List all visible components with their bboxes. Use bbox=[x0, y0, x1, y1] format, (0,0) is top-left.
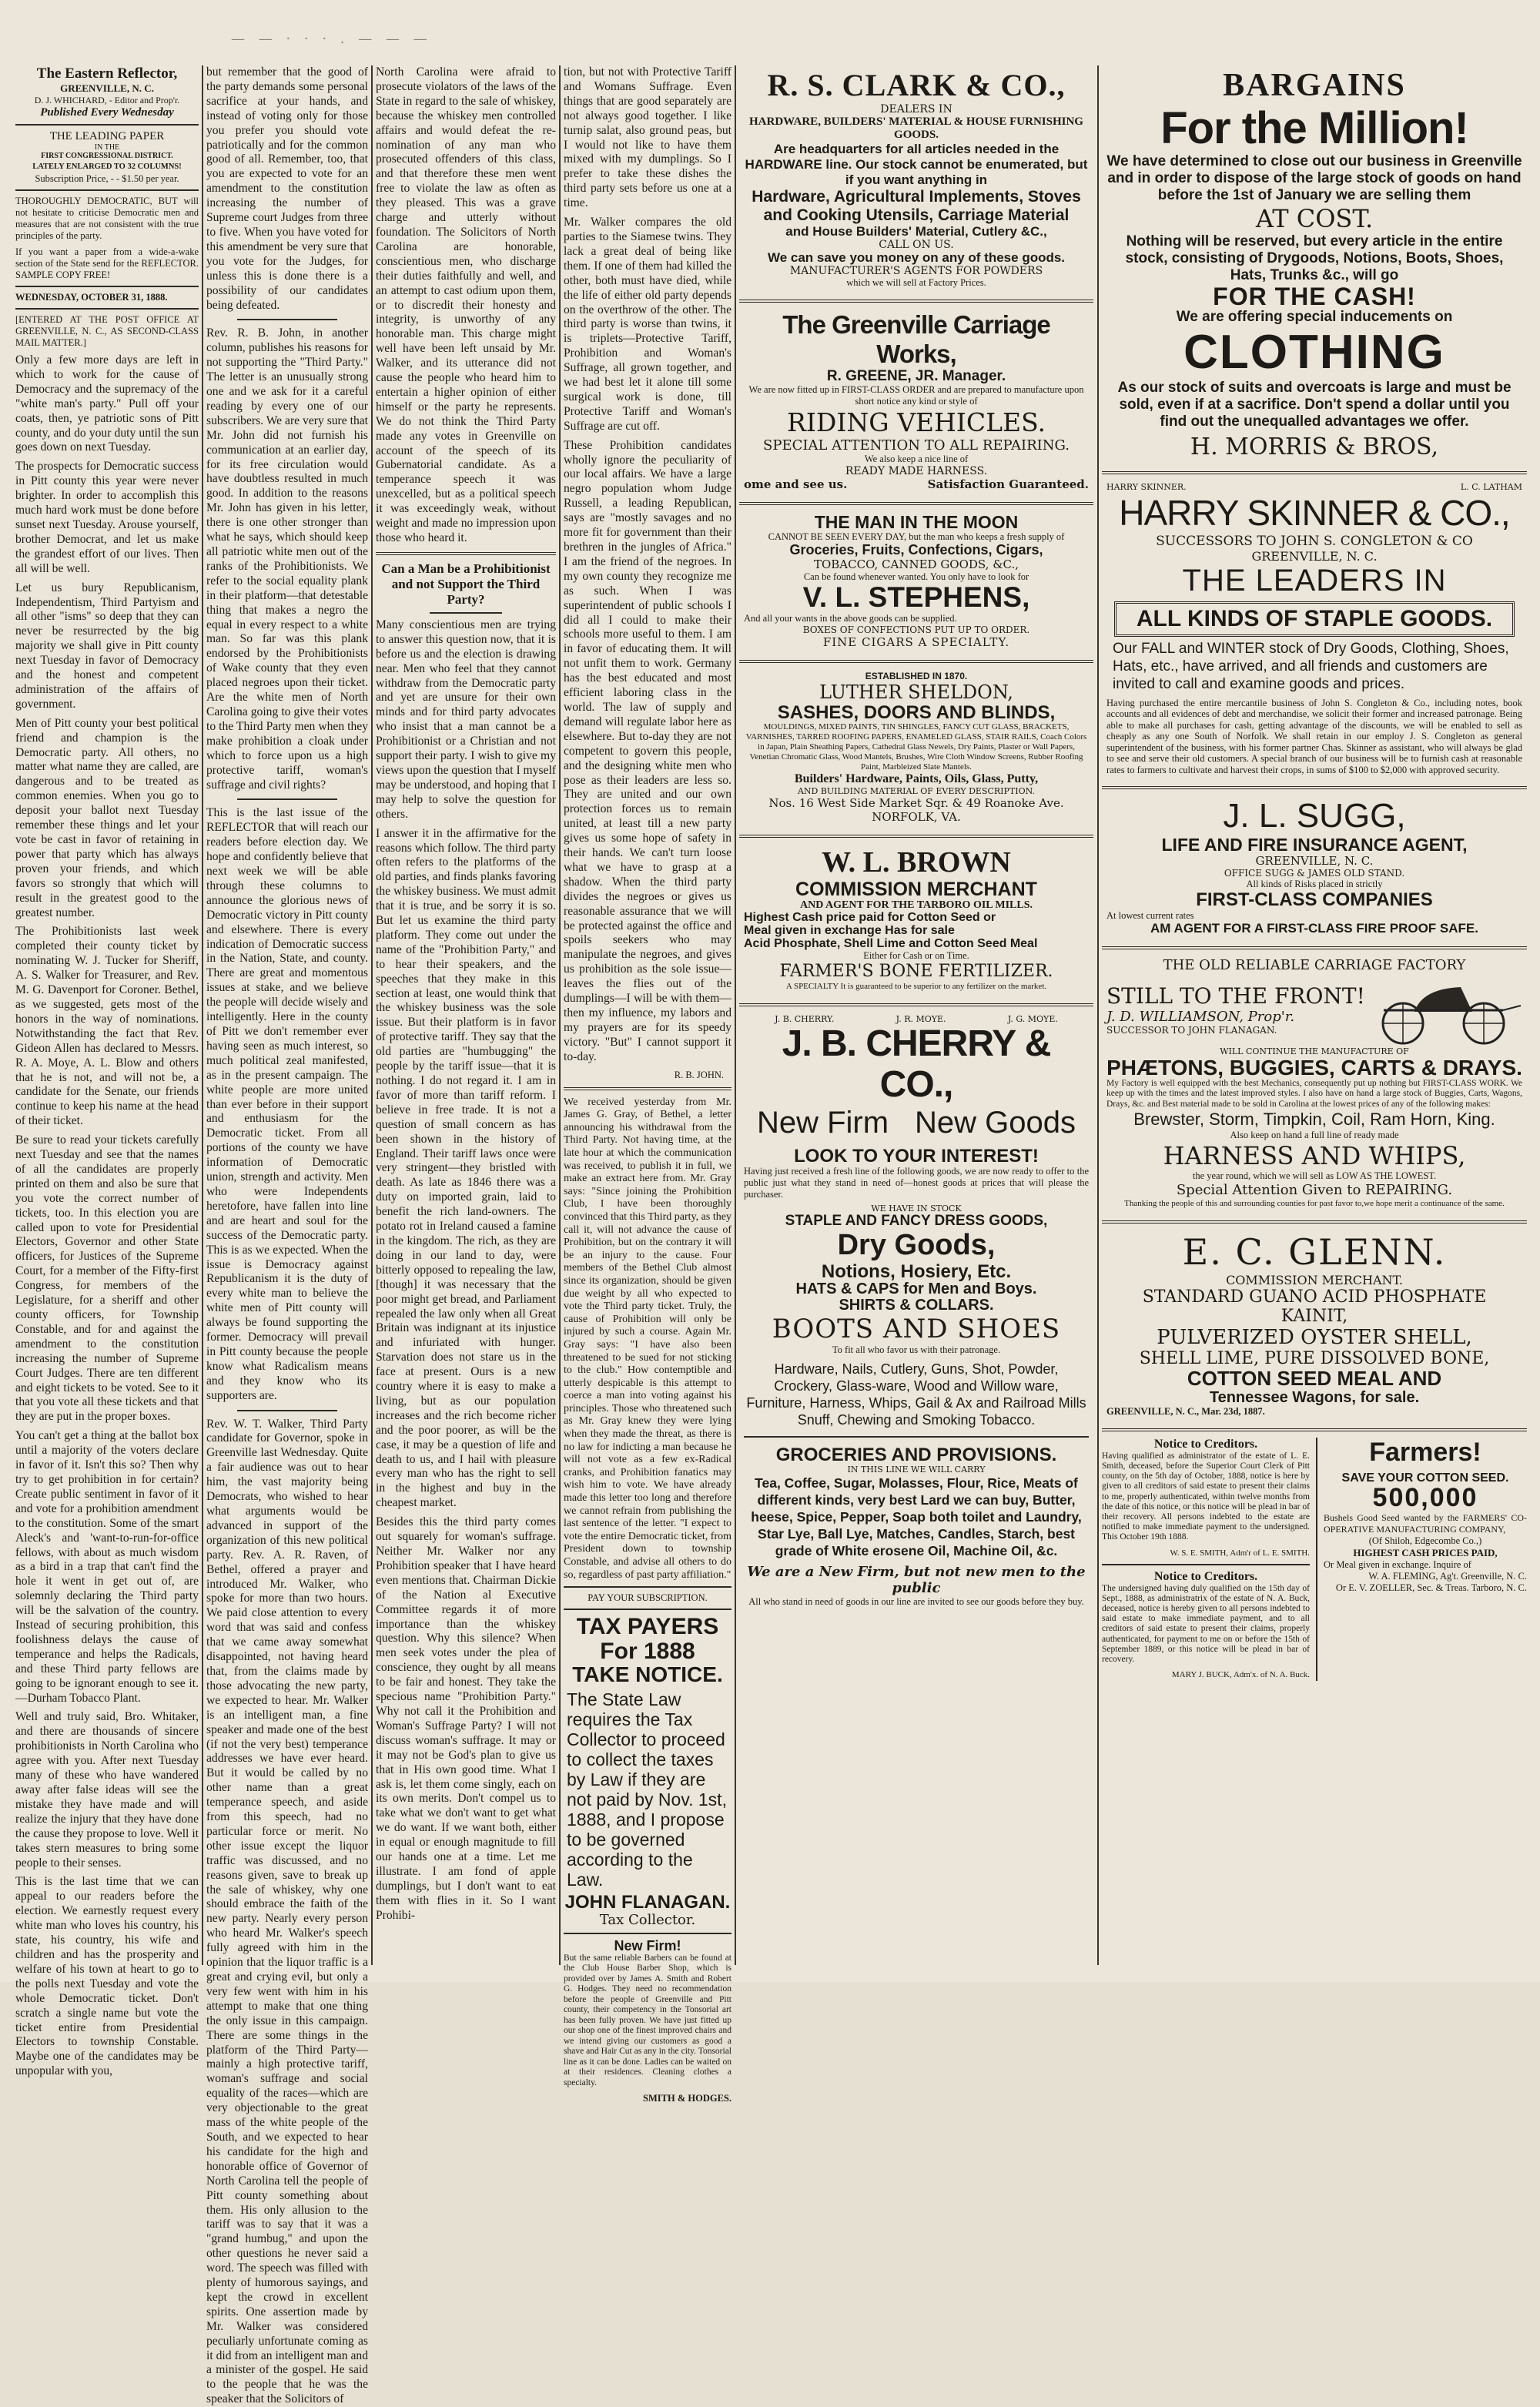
clark-factory: which we will sell at Factory Prices. bbox=[846, 276, 986, 288]
barber-new-firm: New Firm! bbox=[614, 1937, 681, 1953]
williamson-harness: HARNESS AND WHIPS, bbox=[1163, 1141, 1466, 1171]
divider bbox=[237, 798, 337, 800]
glenn-shell: SHELL LIME, PURE DISSOLVED BONE, bbox=[1139, 1349, 1490, 1369]
brown-either: Either for Cash or on Time. bbox=[863, 950, 969, 962]
column-rule bbox=[371, 65, 373, 1965]
moon-text: CANNOT BE SEEN EVERY DAY, but the man who keeps a fresh supply of bbox=[768, 531, 1065, 542]
carriage-works-title: The Greenville Carriage Works, bbox=[782, 310, 1050, 368]
sheldon-city: NORFOLK, VA. bbox=[872, 809, 961, 824]
williamson-factory: My Factory is well equipped with the best Mechanics, consequently put up nothing but FIRST-CLASS WORK. We keep up with the times and the latest improved styles. I also have on hand a large stock of Buggies, Carts, Wagons, Drays, &c. and Best material made to be sold in Carolina at the lowest prices of any of the following makes: bbox=[1106, 1078, 1522, 1109]
farmers-bushels: Bushels Good Seed wanted by the FARMERS' CO-OPERATIVE MANUFACTURING COMPANY, bbox=[1324, 1512, 1527, 1535]
cherry-having: Having just received a fresh line of the following goods, we are now ready to offer to the public just what they stand in need of—honest goods at prices that will please the purchaser. bbox=[744, 1166, 1089, 1200]
leading-paper: THE LEADING PAPER bbox=[49, 130, 165, 142]
ad-glenn bbox=[1102, 1230, 1527, 1421]
stephens-name: V. L. STEPHENS, bbox=[802, 581, 1030, 613]
brown-name: W. L. BROWN bbox=[822, 845, 1011, 879]
williamson-special: Special Attention Given to REPAIRING. bbox=[1176, 1182, 1453, 1199]
brown-commission: COMMISSION MERCHANT bbox=[795, 878, 1037, 900]
brown-meal: Meal given in exchange Has for sale bbox=[744, 923, 955, 937]
sheldon-name: LUTHER SHELDON, bbox=[819, 681, 1013, 703]
ad-sheldon bbox=[739, 669, 1093, 829]
glenn-wagons: Tennessee Wagons, for sale. bbox=[1209, 1388, 1420, 1406]
editorial-paragraph: but remember that the good of the party demands some personal sacrifice at your hands, and instead of voting only for those you prefer you should vote patriotically and for the common good of all. Remember, too, that you are expected to vote for an amendment to the constitution increasing the number of Supreme court Judges from three to five. When you have voted for this amendment be very sure that you vote for the Judges, for unless this is done there is a possibility of our candidates being defeated. bbox=[206, 65, 368, 312]
leading-paper-3: FIRST CONGRESSIONAL DISTRICT. bbox=[41, 152, 173, 160]
sheldon-established: ESTABLISHED IN 1870. bbox=[865, 670, 968, 681]
morris-at-cost: AT COST. bbox=[1255, 203, 1374, 233]
cherry-hats: HATS & CAPS for Men and Boys. bbox=[795, 1280, 1037, 1298]
glenn-csm: COTTON SEED MEAL AND bbox=[1187, 1367, 1442, 1391]
sugg-risks: All kinds of Risks placed in strictly bbox=[1246, 879, 1383, 890]
glenn-commission: COMMISSION MERCHANT. bbox=[1226, 1273, 1403, 1288]
wideawake-notice: If you want a paper from a wide-a-wake section of the State send for the REFLECTOR. SAMPLE COPY FREE! bbox=[15, 246, 199, 280]
farmers-zoeller: Or E. V. ZOELLER, Sec. & Treas. Tarboro, N. C. bbox=[1335, 1582, 1527, 1594]
divider bbox=[430, 612, 502, 614]
skinner-staple-goods: ALL KINDS OF STAPLE GOODS. bbox=[1114, 601, 1515, 637]
cherry-boots: BOOTS AND SHOES bbox=[772, 1314, 1061, 1345]
cherry-new-goods: New Goods bbox=[915, 1105, 1076, 1140]
williamson-prop: J. D. WILLIAMSON, Prop'r. bbox=[1106, 1009, 1295, 1025]
repair-notice: SPECIAL ATTENTION TO ALL REPAIRING. bbox=[763, 437, 1070, 454]
clark-call: CALL ON US. bbox=[879, 238, 954, 251]
carriage-works-manager: R. GREENE, JR. Manager. bbox=[826, 367, 1006, 384]
carriage-illustration bbox=[1368, 973, 1522, 1046]
post-office-entry: [ENTERED AT THE POST OFFICE AT GREENVILLE, N. C., AS SECOND-CLASS MAIL MATTER.] bbox=[15, 314, 199, 348]
harness-line: We also keep a nice line of bbox=[864, 453, 969, 464]
divider bbox=[739, 502, 1093, 505]
divider bbox=[739, 835, 1093, 838]
divider bbox=[1102, 1220, 1527, 1224]
morris-determined: We have determined to close out our business in Greenville and in order to dispose of the large stock of goods on hand before the 1st of January we are selling them bbox=[1106, 152, 1522, 203]
article-paragraph: These Prohibition candidates wholly ignore the peculiarity of our local affairs. We have a large negro population whom Judge Russell, a leading Republican, says are "mostly savages and no more fit for government than their brethren in the jungles of Africa." I am the friend of the negroes. In my own county they recognize me as such. When I was superintendent of public schools I did all I could to make their schools more useful to them. I am in favor of educating them. It will not unfit them to work. Germany has the best educated and most efficient laboring class in the world. The law of supply and demand will regulate labor here as elsewhere. But to-day they are not competent to govern this people, and the designing white men who pose as their leaders are less so. They are united and our own protection forces us to remain united, at least till a new party gives us some hope of safety in their hands. We can't turn loose what we have to grasp at a shadow. When the third party divides the negroes or gives us reasonable assurance that we will be protected against the office and spoils seekers who may manipulate the negroes, and gives us prohibition as the sole issue—leaves the flies out of the dumplings—I will be with them—then my influence, my labors and my prayers are for its speedy victory. "But" I cannot support it to-day. bbox=[564, 438, 732, 1063]
editorial-paragraph: The prospects for Democratic success in Pitt county this year were never brighter. In order to accomplish this much hard work must be done before sunset next Tuesday. Arouse yourself, brother Democrat, and let us make the grandest effort of our lives. Then all will be well. bbox=[15, 460, 199, 575]
editorial-paragraph: Rev. W. T. Walker, Third Party candidate for Governor, spoke in Greenville last Wednesday. Quite a fair audience was out to hear him, the vast majority being Democrats, who wished to hear what arguments would be advanced in support of the organization of this new political party. Rev. A. R. Raven, of Bethel, offered a prayer and introduced Mr. Walker, who spoke for more than two hours. We paid close attention to every word that was said and confess that we came away somewhat disappointed, not having heard that, from the claims made by those advocating the new party, we expected to hear. Mr. Walker is an intelligent man, a fine speaker and made one of the best (if not the very best) temperance addresses we have ever heard. But it would be called by no other name than a great temperance speech, and aside from this speech, had no particular force or merit. No other issue except the liquor traffic was discussed, and no reasons given, save to break up the sale of whiskey, why one should embrace the faith of the new party. Nearly every person who heard Mr. Walker's speech fully agreed with him in the opinion that the liquor traffic is a great and crying evil, but only a very few went with him in his attempt to make that one thing the only issue in this campaign. There are some things in the platform of the Third Party—mainly a high protective tariff, woman's suffrage and social equality of the races—which are very objectionable to the great mass of the white people of the South, and we expected to hear his candidate for the high and honorable office of Governor of North Carolina tell the people of Pitt county something about them. His only allusion to the tariff was to say that it was a "grand humbug," and upon the other questions he never said a word. The speech was filled with plenty of humorous sayings, and kept the crowd in excellent spirits. One assertion made by Mr. Walker was considered peculiarly unfortunate coming as it did from an intelligent man and a minister of the gospel. He said to the people that he was the speaker that the Solicitors of bbox=[206, 1417, 368, 2406]
divider bbox=[1102, 786, 1527, 789]
column-article-3 bbox=[376, 65, 556, 1965]
farmers-exchange: Or Meal given in exchange. Inquire of bbox=[1324, 1559, 1471, 1571]
clark-headquarters: Are headquarters for all articles needed in the HARDWARE line. Our stock cannot be enumerated, but if you want anything in bbox=[745, 142, 1088, 187]
divider bbox=[1102, 1428, 1527, 1431]
cherry-shirts: SHIRTS & COLLARS. bbox=[839, 1297, 994, 1314]
divider bbox=[1102, 471, 1527, 474]
williamson-old: THE OLD RELIABLE CARRIAGE FACTORY bbox=[1163, 956, 1466, 973]
cherry-in-stock: WE HAVE IN STOCK bbox=[871, 1204, 962, 1214]
clark-dealers: DEALERS IN bbox=[880, 103, 952, 115]
morris-name: H. MORRIS & BROS, bbox=[1190, 434, 1439, 461]
sheldon-building: AND BUILDING MATERIAL OF EVERY DESCRIPTION. bbox=[797, 785, 1036, 796]
cherry-provisions: Tea, Coffee, Sugar, Molasses, Flour, Rice, Meats of different kinds, very best Lard we can buy, Butter, heese, Spice, Pepper, Soap both toilet and Laundry, Star Lye, Ball Lye, Matches, Candles, Starch, best grade of White erosene Oil, Machine Oil, &c. bbox=[751, 1475, 1082, 1559]
tax-year-heading: For 1888 bbox=[600, 1638, 695, 1664]
cherry-new-firm: New Firm bbox=[756, 1105, 889, 1140]
notice-creditors-text: Having qualified as administrator of the estate of L. E. Smith, deceased, before the Superior Court Clerk of Pitt county, on the 5th day of October, 1888, notice is here by given to all creditors of said estate to present their claims to me, properly authenticated, within twelve months from the date of this notice, or this notice will be plead in bar of their recovery. All persons indebted to the estate are notified to make immediate payment to the undersigned. This October 19th 1888. bbox=[1102, 1451, 1310, 1542]
williamson-successor: SUCCESSOR TO JOHN FLANAGAN. bbox=[1106, 1025, 1277, 1036]
glenn-name: E. C. GLENN. bbox=[1182, 1231, 1447, 1274]
farmers-fleming: W. A. FLEMING, Ag't. Greenville, N. C. bbox=[1368, 1571, 1527, 1582]
sheldon-mouldings: MOULDINGS, MIXED PAINTS, TIN SHINGLES, FANCY CUT GLASS, BRACKETS, VARNISHES, TARRED ROOFING PAPERS, ENAMELED GLASS, STAIR RAILS, Coach Colors in Japan, Plain Sheathing Papers, Cathedral Glass Newels, Dry Paints, Plaster or Wall Papers, Venetian Chromatic Glass, Wood Mantels, Brushes, Wire Cloth Window Screens, Rubber Roofing Paint, Marbleized Slate Mantels. bbox=[745, 721, 1087, 772]
cherry-look: LOOK TO YOUR INTEREST! bbox=[794, 1145, 1039, 1167]
clark-agents: MANUFACTURER'S AGENTS FOR POWDERS bbox=[789, 264, 1043, 277]
sugg-office: OFFICE SUGG & JAMES OLD STAND. bbox=[1224, 868, 1405, 879]
williamson-still: STILL TO THE FRONT! bbox=[1106, 983, 1365, 1009]
come-see: ome and see us. bbox=[744, 477, 848, 491]
clark-goods-2: and House Builders' Material, Cutlery &C., bbox=[785, 224, 1047, 239]
editorial-paragraph: Be sure to read your tickets carefully next Tuesday and see that the names of all the candidates are properly printed on them and also be sure that you vote the correct number of tickets, too. In this election you are called upon to vote for Presidential Electors, Governor and other State officers, for Justices of the Supreme Court, for a member of the Fifty-first Congress, for members of the Legislature, for a sheriff and other county officers, for Township Constable, and for and against the amendment to the constitution increasing the number of Supreme Court Judges. There are ten different and eight tickets to be voted. See to it that you vote all these tickets and that they are put in the proper boxes. bbox=[15, 1133, 199, 1424]
divider bbox=[564, 1586, 732, 1588]
tax-collector-title: Tax Collector. bbox=[599, 1911, 696, 1928]
brown-highest: Highest Cash price paid for Cotton Seed or bbox=[744, 910, 996, 924]
ready-harness: READY MADE HARNESS. bbox=[845, 464, 988, 477]
ad-clark bbox=[739, 65, 1093, 293]
stephens-cigars: FINE CIGARS A SPECIALTY. bbox=[822, 634, 1010, 649]
ad-morris bbox=[1102, 65, 1527, 465]
farmers-heading: Farmers! bbox=[1369, 1437, 1481, 1467]
notice-creditors-heading-2: Notice to Creditors. bbox=[1153, 1569, 1258, 1583]
notice-creditors-heading: Notice to Creditors. bbox=[1153, 1437, 1258, 1451]
williamson-phaetons: PHÆTONS, BUGGIES, CARTS & DRAYS. bbox=[1106, 1055, 1522, 1080]
column-rule bbox=[735, 65, 736, 1965]
divider bbox=[739, 660, 1093, 663]
cherry-hardware-list: Hardware, Nails, Cutlery, Guns, Shot, Powder, Crockery, Glass-ware, Wood and Willow ware, Furniture, Harness, Whips, Gail & Ax and Railroad Mills Snuff, Chewing and Smoking Tobacco. bbox=[746, 1361, 1086, 1428]
paper-frequency: Published Every Wednesday bbox=[40, 106, 174, 119]
riding-vehicles: RIDING VEHICLES. bbox=[786, 407, 1046, 437]
barber-text: But the same reliable Barbers can be found at the Club House Barber Shop, which is provided over by James A. Smith and Robert G. Hodges. They need no recommendation before the people of Greenville and Pitt county, their competency in the Tonsorial art has been fully proven. We have just fitted up our shop one of the finest improved chairs and we intend giving our customers as good a shave and Hair Cut as any in the city. Tonsorial line as it can be done. Ladies can be waited on at their residences. Cleaning clothes a specialty. bbox=[564, 1953, 732, 2087]
clark-save: We can save you money on any of these goods. bbox=[767, 249, 1066, 265]
cherry-name: J. B. CHERRY & CO., bbox=[782, 1023, 1051, 1106]
skinner-fall: Our FALL and WINTER stock of Dry Goods, Clothing, Shoes, Hats, etc., have arrived, and all friends and customers are invited to call and examine goods and prices. bbox=[1113, 640, 1509, 692]
divider bbox=[564, 1933, 732, 1934]
satisfaction: Satisfaction Guaranteed. bbox=[927, 477, 1089, 491]
column-rule bbox=[559, 65, 561, 1965]
editorial-paragraph: Only a few more days are left in which to work for the cause of Democracy and the supremacy of the "white man's party." Pull off your coats, then, ye patriotic sons of Pitt county, and do your duty until the sun goes down on next Tuesday. bbox=[15, 353, 199, 454]
sugg-city: GREENVILLE, N. C. bbox=[1255, 854, 1374, 869]
editorial-paragraph: Well and truly said, Bro. Whitaker, and there are thousands of sincere prohibitionists in North Carolina who agree with you. After next Tuesday many of these who have wandered away after false ideas will see the mistake they have made and will realize the injury that they have done the cause they propose to love. Well it takes stern measures to bring some people to their senses. bbox=[15, 1710, 199, 1870]
cherry-groceries: GROCERIES AND PROVISIONS. bbox=[775, 1445, 1057, 1466]
cherry-fit: To fit all who favor us with their patronage. bbox=[832, 1344, 1001, 1356]
morris-stock: As our stock of suits and overcoats is large and must be sold, even if at a sacrifice. Don't spend a dollar until you find out the unequalled advantages we offer. bbox=[1117, 380, 1512, 430]
leading-paper-2: IN THE bbox=[94, 143, 120, 152]
cherry-notions: Notions, Hosiery, Etc. bbox=[821, 1261, 1012, 1283]
sugg-safe: AM AGENT FOR A FIRST-CLASS FIRE PROOF SAFE. bbox=[1150, 920, 1478, 936]
article-headline: Can a Man be a Prohibitionist and not Support the Third Party? bbox=[381, 561, 551, 607]
cherry-new-firm-note: We are a New Firm, but not new men to the public bbox=[747, 1564, 1086, 1597]
morris-clothing: CLOTHING bbox=[1183, 326, 1445, 380]
article-paragraph: tion, but not with Protective Tariff and Womans Suffrage. Even things that are good separately are not always good together. I like turnip salat, also ground peas, but I would not like to have them mixed with my dumplings. So I prefer to take these dishes the third party sets before us one at a time. bbox=[564, 65, 732, 210]
column-ads-6 bbox=[1102, 65, 1527, 1965]
divider bbox=[15, 286, 199, 287]
divider bbox=[739, 1003, 1093, 1006]
tax-collector-name: JOHN FLANAGAN. bbox=[564, 1891, 731, 1913]
barber-signature: SMITH & HODGES. bbox=[643, 2093, 732, 2104]
divider bbox=[15, 124, 199, 126]
moon-tobacco: TOBACCO, CANNED GOODS, &C., bbox=[813, 557, 1019, 571]
divider bbox=[1102, 946, 1527, 949]
editorial-paragraph: This is the last time that we can appeal to our readers before the election. We earnestly request every white man who loves his country, his state, his country, his wife and children and has the prosperity and welfare of his town at heart to go to the polls next Tuesday and vote the whole Democratic ticket. Don't scratch a single name but vote the ticket entire from Presidential Electors to township Constable. Maybe one of the candidates may be unpopular with you, bbox=[15, 1875, 199, 2078]
ad-brown bbox=[739, 844, 1093, 998]
article-signature: R. B. JOHN. bbox=[674, 1069, 724, 1080]
article-paragraph: Mr. Walker compares the old parties to the Siamese twins. They lack a great deal of being like them. If one of them had killed the other, both must have died, while the life of either old party depends on the overthrow of the other. The third party is worse than twins, it is triplets—Protective Tariff, Prohibition and Woman's Suffrage, all grown together, and we had best let it alone till some surgical work is done, till Protective Tariff and Woman's Suffrage are cut off. bbox=[564, 216, 732, 433]
column-ads-5 bbox=[739, 65, 1093, 1965]
ad-carriage-works bbox=[739, 309, 1093, 496]
divider bbox=[15, 308, 199, 310]
cherry-dry-goods: Dry Goods, bbox=[837, 1229, 996, 1262]
subscription-price: Subscription Price, - - $1.50 per year. bbox=[35, 173, 179, 184]
cherry-in-line: IN THIS LINE WE WILL CARRY bbox=[847, 1465, 986, 1475]
sugg-agent: LIFE AND FIRE INSURANCE AGENT, bbox=[1161, 835, 1468, 855]
divider bbox=[237, 1410, 337, 1411]
divider bbox=[564, 1087, 732, 1090]
ad-cherry bbox=[739, 1013, 1093, 1612]
democratic-notice: THOROUGHLY DEMOCRATIC, BUT will not hesitate to criticise Democratic men and measures that are not consistent with the true principles of the party. bbox=[15, 196, 199, 241]
stephens-text: And all your wants in the above goods can be supplied. bbox=[744, 612, 957, 624]
tax-payers-heading: TAX PAYERS bbox=[576, 1614, 719, 1640]
notice-creditors-sign: W. S. E. SMITH, Adm'r of L. E. SMITH. bbox=[1170, 1548, 1310, 1558]
brown-specialty: A SPECIALTY It is guaranteed to be superior to any fertilizer on the market. bbox=[785, 982, 1047, 992]
column-rule bbox=[202, 65, 203, 1965]
moon-found: Can be found whenever wanted. You only have to look for bbox=[803, 571, 1029, 582]
skinner-partner: HARRY SKINNER. bbox=[1106, 482, 1187, 493]
glenn-guano: STANDARD GUANO ACID PHOSPHATE KAINIT, bbox=[1142, 1287, 1487, 1327]
williamson-thanks: Thanking the people of this and surrounding counties for past favor to,we hope merit a continuance of the same. bbox=[1124, 1199, 1505, 1209]
tax-notice-body: The State Law requires the Tax Collector to proceed to collect the taxes by Law if they are not paid by Nov. 1st, 1888, and I propose to be governed according to the Law. bbox=[567, 1689, 727, 1890]
editorial-paragraph: This is the last issue of the REFLECTOR that will reach our readers before election day. We hope and confidently believe that next week we will be able through these columns to announce the glorious news of Democratic victory in Pitt county and elsewhere. There is every indication of Democratic success in the Nation, State, and county. There are great and momentous issues at stake, and we believe the people will decide wisely and intelligently. Here in the county of Pitt we don't remember ever having seen as much interest, so much political zeal manifested, as in the present campaign. The white people are more united than ever before in their support and enthusiasm for the Democratic ticket. From all portions of the county we have information of Democratic union, strength and activity. Men who were Independents heretofore, have fallen into line and are heart and soul for the success of the Democratic party. This is as we expected. When the issue is Democracy against Republicanism it is the duty of every white man to believe the white men of Pitt county will always be found supporting the former. Democracy will prevail in Pitt county because the people know what Radicalism means and they know who its supporters are. bbox=[206, 806, 368, 1402]
masthead-smudge: — — · · · . — — — bbox=[231, 31, 432, 47]
farmers-highest: HIGHEST CASH PRICES PAID, bbox=[1353, 1547, 1498, 1559]
pay-subscription: PAY YOUR SUBSCRIPTION. bbox=[588, 1592, 708, 1604]
paper-title: The Eastern Reflector, bbox=[36, 65, 178, 82]
williamson-also: Also keep on hand a full line of ready made bbox=[1230, 1130, 1399, 1141]
glenn-oyster: PULVERIZED OYSTER SHELL, bbox=[1157, 1326, 1472, 1350]
clark-goods: Hardware, Agricultural Implements, Stoves and Cooking Utensils, Carriage Material bbox=[752, 188, 1081, 224]
skinner-name: HARRY SKINNER & CO., bbox=[1119, 493, 1510, 534]
morris-offering: We are offering special inducements on bbox=[1176, 309, 1453, 326]
paper-place: GREENVILLE, N. C. bbox=[60, 82, 154, 94]
notice-creditors-sign-2: MARY J. BUCK, Adm'x. of N. A. Buck. bbox=[1171, 1670, 1310, 1680]
williamson-will: WILL CONTINUE THE MANUFACTURE OF bbox=[1220, 1046, 1409, 1056]
cherry-closing: All who stand in need of goods in our line are invited to see our goods before they buy. bbox=[748, 1596, 1084, 1608]
morris-cash: FOR THE CASH! bbox=[1213, 282, 1416, 310]
skinner-purchase: Having purchased the entire mercantile business of John S. Congleton & Co., including notes, book accounts and all evidences of debt and merchandise, we solicit their former and increased patronage. Being able to make all purchases for cash, getting advantage of the discounts, we will be enabled to sell as cheaply as any one South of Norfolk. We shall retain in our employ J. S. Congleton as general superintendent of the business, with his former partner Chas. Skinner as assistant, who will always be glad to see and serve their old customers. A special branch of our business will be to furnish cash at reasonable rates to farmers to cultivate and harvest their crops, in sums of $100 to $2,000 with approved security. bbox=[1106, 697, 1522, 775]
issue-date: WEDNESDAY, OCTOBER 31, 1888. bbox=[15, 292, 168, 303]
williamson-year: the year round, which we will sell as LOW AS THE LOWEST. bbox=[1192, 1170, 1437, 1182]
bargains-heading: BARGAINS bbox=[1223, 68, 1406, 103]
enlarged-notice: LATELY ENLARGED TO 32 COLUMNS! bbox=[32, 162, 182, 171]
paper-editor: D. J. WHICHARD, - Editor and Prop'r. bbox=[34, 95, 180, 105]
cherry-staple: STAPLE AND FANCY DRESS GOODS, bbox=[785, 1213, 1048, 1230]
million-heading: For the Million! bbox=[1160, 103, 1468, 153]
divider bbox=[15, 189, 199, 191]
partner-name: J. R. MOYE. bbox=[896, 1014, 946, 1025]
notice-creditors-text-2: The undersigned having duly qualified on the 15th day of Sept., 1888, as administratrix of the estate of N. A. Buck, deceased, notice is hereby given to all persons indebted to said estate to make immediate payment, and to all creditors of said estate to present their claims, properly authenticated, for payment to me on or before the 15th of September 1889, or this notice will be plead in bar of recovery. bbox=[1102, 1583, 1310, 1664]
divider bbox=[744, 1436, 1089, 1438]
brown-agent: AND AGENT FOR THE TARBORO OIL MILLS. bbox=[800, 899, 1033, 911]
editorial-paragraph: Men of Pitt county your best political friend and champion is the Democratic party. All others, no matter what name they are called, are dangerous and to be treated as common enemies. When you go to deposit your ballot next Tuesday remember these things and let your vote be cast in favor of retaining in power that party which has always proven your friends, and which favors so strongly that which will result in the greatest good to the greatest number. bbox=[15, 716, 199, 919]
column-rule bbox=[1097, 65, 1099, 1965]
stephens-boxes: BOXES OF CONFECTIONS PUT UP TO ORDER. bbox=[802, 624, 1030, 635]
sugg-name: J. L. SUGG, bbox=[1223, 797, 1406, 835]
sugg-companies: FIRST-CLASS COMPANIES bbox=[1196, 889, 1433, 911]
williamson-makes: Brewster, Storm, Timpkin, Coil, Ram Horn, King. bbox=[1133, 1110, 1495, 1130]
sheldon-address: Nos. 16 West Side Market Sqr. & 49 Roanoke Ave. bbox=[768, 795, 1064, 810]
ad-williamson bbox=[1102, 956, 1527, 1215]
partner-name: J. B. CHERRY. bbox=[775, 1014, 835, 1025]
moon-title: THE MAN IN THE MOON bbox=[814, 511, 1019, 532]
farmers-save: SAVE YOUR COTTON SEED. bbox=[1341, 1471, 1509, 1485]
divider bbox=[376, 552, 556, 555]
editorial-paragraph: You can't get a thing at the ballot box until a majority of the voters declare in favor of it. Isn't this so? Then why try to get prohibition in for certain? Create public sentiment in favor of it and vote for a prohibition amendment to the constitution. Some of the smart Aleck's and 'want-to-run-for-office fellows, with about as much wisdom as a bird in a trap that can't find the hole it went in get out of, are solemnly declaring the Third party will be the salvation of the country. Instead of securing prohibition, this foolishness delays the cause of temperance and helps the Radicals, and these Third party fellows are going to be ignorant enough to see it.—Durham Tobacco Plant. bbox=[15, 1429, 199, 1705]
sheldon-sashes: SASHES, DOORS AND BLINDS, bbox=[777, 701, 1056, 723]
clark-name: R. S. CLARK & CO., bbox=[767, 68, 1066, 102]
clark-hardware: HARDWARE, BUILDERS' MATERIAL & HOUSE FURNISHING GOODS. bbox=[749, 115, 1083, 141]
divider bbox=[1102, 1564, 1310, 1565]
brown-fertilizer: FARMER'S BONE FERTILIZER. bbox=[779, 962, 1053, 982]
morris-nothing: Nothing will be reserved, but every article in the entire stock, consisting of Drygoods, Notions, Boots, Shoes, Hats, Trunks &c., will go bbox=[1125, 233, 1504, 283]
ad-man-in-moon bbox=[739, 511, 1093, 654]
take-notice-heading: TAKE NOTICE. bbox=[572, 1662, 723, 1687]
column-article-4 bbox=[564, 65, 732, 2104]
ad-skinner bbox=[1102, 480, 1527, 780]
article-paragraph: I answer it in the affirmative for the reasons which follow. The third party often refers to the platforms of the old parties, and finds planks favoring the whiskey business. We must admit that it is true, and be sorry it is so. But let us examine the third party platform. They come out under the name of the "Prohibition Party," and to hear their speakers, and the speeches that they make in this section at least, one would think that the whiskey business was the sole issue. But their platform is in favor of protective tariff. They say that the old parties are "humbugging" the people by the tariff issue—that it is nothing. I do not regard it. I am in favor of more than tariff reform. I believe in free trade. It is not a question of small concern as has been shown in the history of England. Their tariff laws once were very stringent—they bristled with death. As late as 1846 there was a duty on imported grain, laid to benefit the rich land-owners. The potato rot in Ireland caused a famine in the kingdom. The rich, as they are doing in our land to day, were bitterly opposed to repealing the law, [though] it was necessary that the poor might get bread, and Parliament repealed the law only when all Great Britain was indignant at its injustice and infuriated with hunger. Starvation does not stare us in the face at present. Ours is a new country where it is easy to make a living, but as our population increases and the rich become richer and the poor poorer, as will be the case, it may be a question of life and death to us, and I hail with pleasure every man who has the right to sell in the highest and buy in the cheapest market. bbox=[376, 826, 556, 1510]
divider bbox=[237, 319, 337, 320]
carriage-works-text: We are now fitted up in FIRST-CLASS ORDER and are prepared to manufacture upon short notice any kind or style of bbox=[748, 383, 1084, 407]
article-paragraph: Many conscientious men are trying to answer this question now, that it is before us and the election is drawing near. Men who feel that they cannot withdraw from the Democratic party and yet are unsure for their own minds and for third party advocates who insist that a man cannot be a Prohibitionist or a Christian and not support their party. I wish to give my views upon the question that I myself may be understood, and hoping that I may help to solve the question for others. bbox=[376, 618, 556, 821]
brown-acid: Acid Phosphate, Shell Lime and Cotton Seed Meal bbox=[744, 936, 1038, 950]
editorial-paragraph: Let us bury Republicanism, Independentism, Third Partyism and all other "isms" so deep that they can never be resurrected by the big majority we shall give in Pitt county next Tuesday in favor of Democracy and the honest and competent administration of the affairs of government. bbox=[15, 581, 199, 711]
sugg-lowest: At lowest current rates bbox=[1106, 909, 1194, 921]
article-paragraph: Besides this the third party comes out squarely for woman's suffrage. Neither Mr. Walker nor any Prohibition speaker that I have heard even mentions that. Chairman Dickie of the Nation al Executive Committee regards it of more importance than the whiskey question. Why this silence? When men seek votes under the plea of conscience, they ought by all means to be fair and honest. They take the specious name "Prohibition Party." Why not call it the Prohibition and Woman's Suffrage Party? I will not discuss woman's suffrage. It may or it may not be God's plan to give us that in His own good time. What I ask is, let them come singly, each on its own merits. Don't compel us to take what we don't want to get what we do want. If we want both, either in equal or enough magnitude to fill our hands one at a time. Let me illustrate. I am fond of apple dumplings, but I don't want to eat them with flies in it. So I want Prohibi- bbox=[376, 1515, 556, 1922]
skinner-leaders: THE LEADERS IN bbox=[1182, 564, 1447, 598]
gray-letter: We received yesterday from Mr. James G. Gray, of Bethel, a letter announcing his withdrawal from the Third Party. Not having time, at the late hour at which the communication was received, to publish it in full, we make an extract here from. Mr. Gray says: "Since joining the Prohibition Club, I have been thoroughly convinced that this Third party, as they call it, will not advance the cause of Prohibition, but on the contrary it will be an injury to the cause. Four members of the Bethel Club almost since its organization, should be given due weight by all who expected to vote the Third party ticket. Truly, the cause of Prohibition will only be injured by such a course. Again Mr. Gray says: "I have also been threatened to be sued for not sticking to the club." How contemptible and utterly despicable is this attempt to coerce a man into voting against his principles. Those who threatened such as Mr. Gray knew they were lying when they made the threat, as there is no law for indicting a man because he will not vote as a few ex-Radical cranks, and Prohibition fanatics may wish him to vote. We have already made this letter too long and therefore we cannot refrain from publishing the last sentence of the letter. "I expect to vote the entire Democratic ticket, from President down to township Constable, and advise all others to do so, regardless of past party affiliation." bbox=[564, 1096, 732, 1581]
editorial-paragraph: Rev. R. B. John, in another column, publishes his reasons for not supporting the "Third Party." The letter is an unusually strong one and we ask for it a careful reading by every one of our subscribers. We are very sure that Mr. John did not furnish his communication at an earlier day, for its free circulation would have doubtless resulted in much good. In addition to the reasons Mr. John has given in his letter, there is one other stronger than what he says, which should keep all patriotic white men out of the ranks of the Prohibitionists. We refer to the social equality plank in their platform—that detestable thing that makes a negro the equal in every respect to a white man. So far was this plank endorsed by the Prohibitionists of Wake county that they even placed negroes upon their ticket. Are the white men of North Carolina going to give their votes to the Third Party men when they make prohibition a cloak under which to force upon us a high protective tariff, woman's suffrage and civil rights? bbox=[206, 326, 368, 792]
glenn-date: GREENVILLE, N. C., Mar. 23d, 1887. bbox=[1106, 1405, 1265, 1417]
skinner-city: GREENVILLE, N. C. bbox=[1251, 549, 1378, 564]
farmers-shiloh: (Of Shiloh, Edgecombe Co.,) bbox=[1368, 1535, 1482, 1547]
sheldon-hardware: Builders' Hardware, Paints, Oils, Glass, Putty, bbox=[794, 772, 1039, 785]
moon-groceries: Groceries, Fruits, Confections, Cigars, bbox=[789, 541, 1043, 557]
ad-sugg bbox=[1102, 795, 1527, 939]
partner-name: J. G. MOYE. bbox=[1007, 1014, 1058, 1025]
latham-partner: L. C. LATHAM bbox=[1460, 482, 1522, 493]
column-editorial-1 bbox=[15, 65, 199, 2078]
editorial-paragraph: The Prohibitionists last week completed their county ticket by nominating W. J. Tucker for Sheriff, A. S. Walker for Treasurer, and Rev. M. G. Davenport for Coroner. Bethel, as we suggested, gets most of the honors in the way of nominations. Notwithstanding the fact that Rev. Gideon Allen has declared to Messrs. R. A. Moye, A. L. Blow and others that he is not, and will not be, a candidate for the Senate, our friends continue to keep his name at the head of their ticket. bbox=[15, 925, 199, 1128]
column-editorial-2 bbox=[206, 65, 368, 2406]
farmers-number: 500,000 bbox=[1372, 1483, 1478, 1513]
article-paragraph: North Carolina were afraid to prosecute violators of the laws of the State in regard to the sale of whiskey, because the whiskey men controlled affairs and would defeat the re-nomination of any man who prosecuted offenders of this class, and that therefore these men went free to violate the law as often as they pleased. This was a grave charge and utterly without foundation. The Solicitors of North Carolina are honorable, conscientious men, who discharge their duties faithfully and well, and an attempt to cast odium upon them, or to discredit their honesty and integrity, is unworthy of any honorable man. This charge might well have been left unsaid by Mr. Walker, and its utterance did not cause the people who heard him to entertain a higher opinion of either himself or the party he represents. We do not think the Third Party made any votes in Greenville on account of the speech of its Gubernatorial candidate. As a temperance speech it was unexcelled, but as a political speech it was exceedingly weak, without weight and made no impression upon those who heard it. bbox=[376, 65, 556, 544]
skinner-successors: SUCCESSORS TO JOHN S. CONGLETON & CO bbox=[1156, 534, 1473, 550]
divider bbox=[739, 300, 1093, 303]
divider bbox=[564, 1609, 732, 1610]
